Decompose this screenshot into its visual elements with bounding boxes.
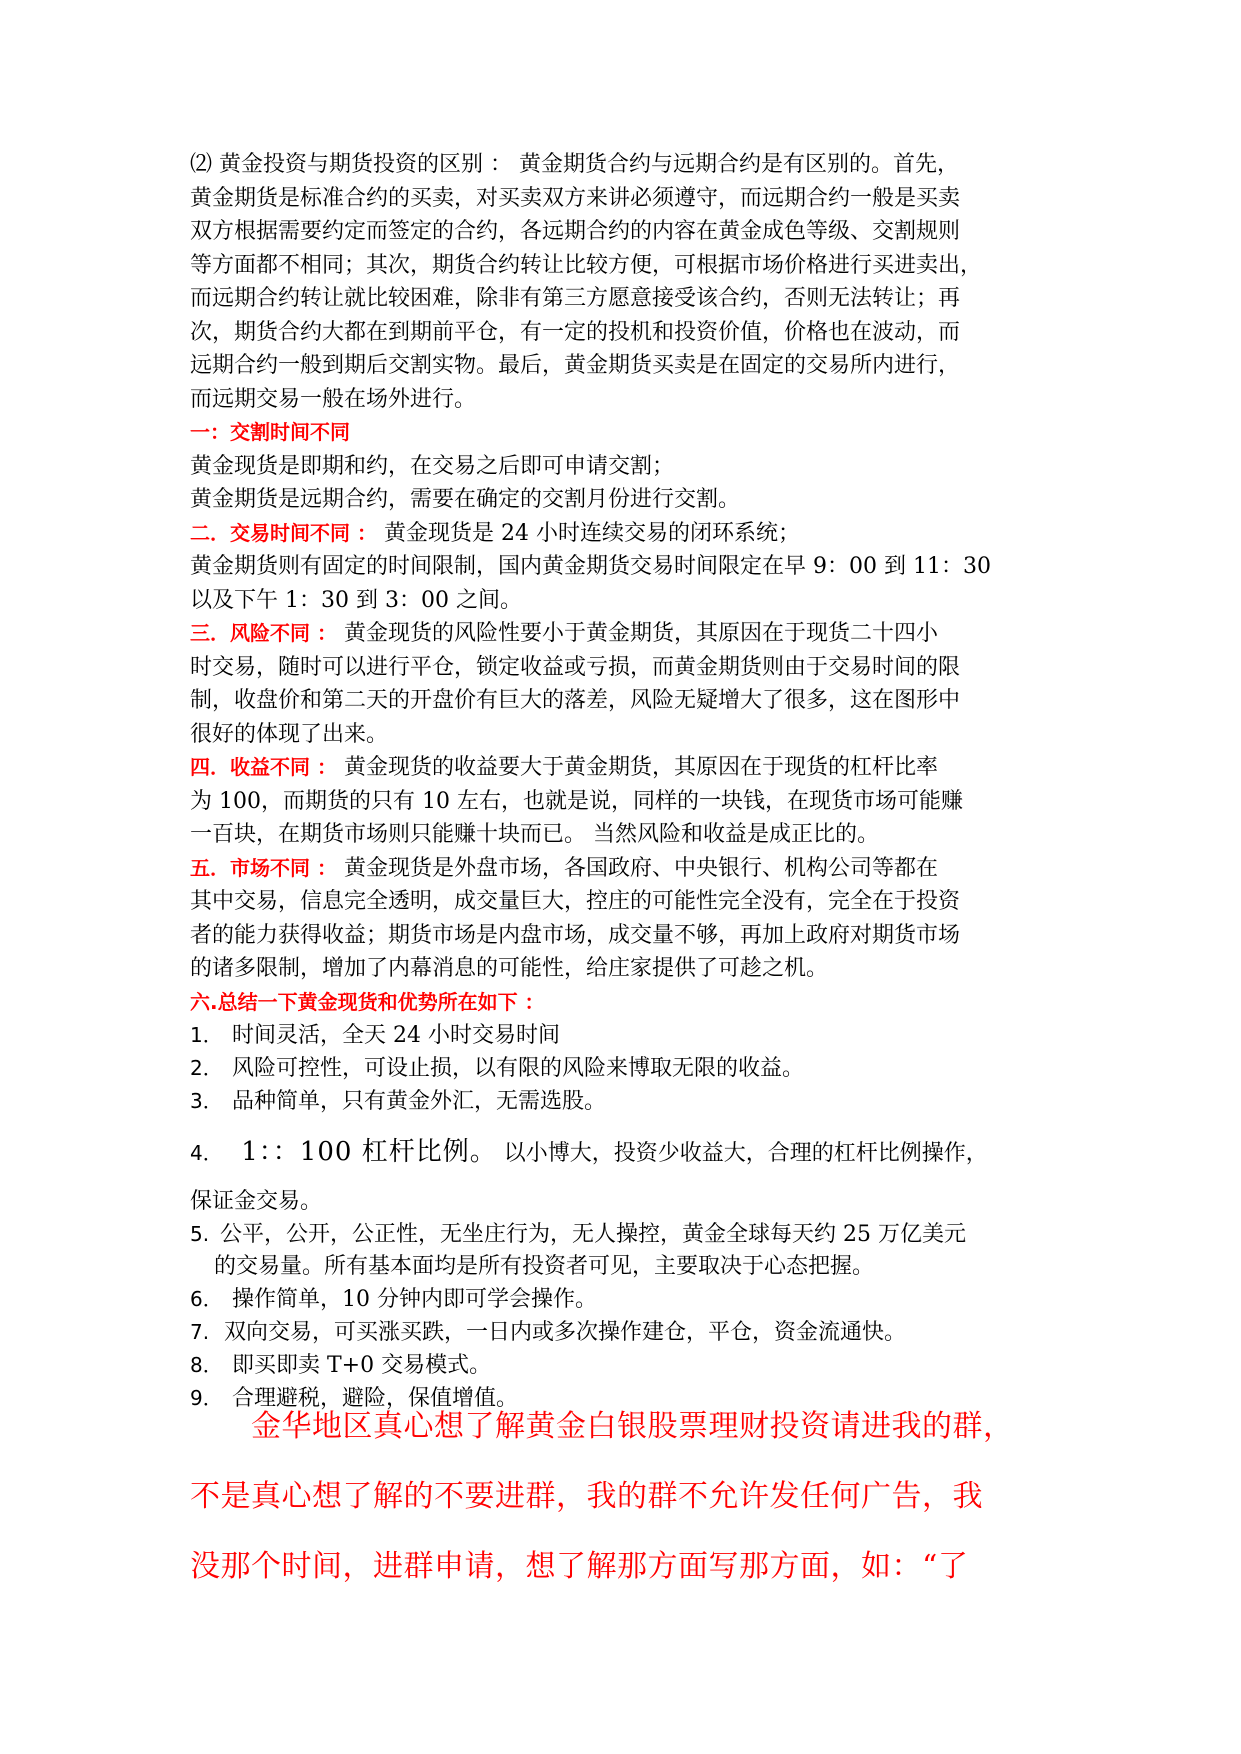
list-item	[190, 1283, 1070, 1316]
list-item-continuation: 保证金交易。	[190, 1189, 323, 1214]
section-line: 很好的体现了出来。	[190, 721, 389, 747]
section-line: 者的能力获得收益；期货市场是内盘市场，成交量不够，再加上政府对期货市场	[190, 922, 961, 948]
section-line: 黄金期货是远期合约，需要在确定的交割月份进行交割。	[190, 487, 741, 512]
section-heading: 四．收益不同 ：	[190, 755, 337, 779]
intro-line: 而远期合约转让就比较困难，除非有第三方愿意接受该合约，否则无法转让；再	[190, 286, 961, 311]
promo-line: 没那个时间，进群申请，想了解那方面写那方面，如：“了	[190, 1549, 969, 1584]
list-text: 以小博大，投资少收益大，合理的杠杆比例操作，	[496, 1141, 988, 1166]
list-number: 2．	[190, 1056, 223, 1080]
list-item	[190, 1052, 1070, 1085]
list-emphasis: 1：：100 杠杆比例。	[232, 1137, 497, 1167]
section-first-text: 黄金现货的收益要大于黄金期货，其原因在于现货的杠杆比率	[336, 755, 938, 780]
section-line: 为 100，而期货的只有 10 左右，也就是说，同样的一块钱，在现货市场可能赚	[190, 788, 963, 814]
list-number: 4．	[190, 1141, 223, 1165]
intro-line: 而远期交易一般在场外进行。	[190, 386, 477, 412]
list-item	[190, 1218, 1070, 1251]
list-number: 5.	[190, 1222, 210, 1246]
intro-line: ⑵ 黄金投资与期货投资的区别 ： 黄金期货合约与远期合约是有区别的。首先，	[190, 152, 959, 177]
intro-line: 远期合约一般到期后交割实物。最后，黄金期货买卖是在固定的交易所内进行，	[190, 353, 961, 378]
section-line: 一百块，在期货市场则只能赚十块而已。 当然风险和收益是成正比的。	[190, 822, 879, 847]
list-item	[190, 1132, 1070, 1174]
list-number: 9．	[190, 1386, 223, 1410]
promo-line: 金华地区真心想了解黄金白银股票理财投资请进我的群，	[190, 1409, 1014, 1444]
section-heading: 三．风险不同 ：	[190, 621, 337, 645]
section-line: 黄金期货则有固定的时间限制，国内黄金期货交易时间限定在早 9：00 到 11：30	[190, 554, 991, 579]
section-trading-time	[190, 517, 1070, 618]
list-number: 3．	[190, 1089, 223, 1113]
section-line: 时交易，随时可以进行平仓，锁定收益或亏损，而黄金期货则由于交易时间的限	[190, 654, 961, 680]
section-first-text: 黄金现货是外盘市场，各国政府、中央银行、机构公司等都在	[336, 855, 938, 881]
section-heading: 二．交易时间不同 ：	[190, 520, 377, 545]
list-number: 1．	[190, 1023, 223, 1047]
intro-line: 黄金期货是标准合约的买卖，对买卖双方来讲必须遵守，而远期合约一般是买卖	[190, 185, 961, 211]
section-line: 其中交易，信息完全透明，成交量巨大，控庄的可能性完全没有，完全在于投资	[190, 889, 961, 914]
list-text: 公平，公开，公正性，无坐庄行为，无人操控，黄金全球每天约 25 万亿美元	[220, 1222, 966, 1247]
section-line: 制，收盘价和第二天的开盘价有巨大的落差，风险无疑增大了很多，这在图形中	[190, 688, 961, 713]
section-heading: 一：交割时间不同	[190, 420, 350, 444]
list-text: 风险可控性，可设止损，以有限的风险来博取无限的收益。	[232, 1056, 805, 1081]
list-number: 8．	[190, 1353, 223, 1377]
document-body	[190, 148, 1070, 1415]
section-heading: 六.总结一下黄金现货和优势所在如下 ：	[190, 989, 545, 1014]
list-text: 品种简单，只有黄金外汇，无需选股。	[232, 1089, 607, 1114]
section-line: 黄金现货是即期和约，在交易之后即可申请交割；	[190, 453, 675, 479]
section-risk	[190, 617, 1070, 751]
section-delivery-time	[190, 416, 1070, 517]
intro-line: 双方根据需要约定而签定的合约，各远期合约的内容在黄金成色等级、交割规则	[190, 219, 961, 244]
intro-line: 次，期货合约大都在到期前平仓，有一定的投机和投资价值，价格也在波动，而	[190, 319, 961, 345]
section-returns	[190, 751, 1070, 852]
list-item-continuation: 的交易量。所有基本面均是所有投资者可见，主要取决于心态把握。	[214, 1254, 875, 1279]
list-text: 合理避税，避险，保值增值。	[232, 1386, 519, 1411]
section-summary	[190, 986, 1070, 1020]
intro-line: 等方面都不相同；其次，期货合约转让比较方便，可根据市场价格进行买进卖出，	[190, 252, 983, 278]
promo-paragraph	[190, 1395, 1070, 1599]
intro-paragraph	[190, 148, 1070, 416]
list-text: 时间灵活，全天 24 小时交易时间	[232, 1023, 560, 1048]
list-item	[190, 1085, 1070, 1118]
section-first-text: 黄金现货是 24 小时连续交易的闭环系统；	[376, 520, 800, 546]
list-text: 即买即卖 T+0 交易模式。	[232, 1353, 492, 1378]
list-item	[190, 1316, 1070, 1349]
list-item	[190, 1019, 1070, 1052]
list-number: 7.	[190, 1320, 210, 1344]
list-number: 6．	[190, 1287, 223, 1311]
advantages-list	[190, 1019, 1070, 1415]
section-line: 以及下午 1：30 到 3：00 之间。	[190, 587, 522, 613]
section-heading: 五．市场不同 ：	[190, 855, 337, 880]
list-text: 双向交易，可买涨买跌，一日内或多次操作建仓，平仓，资金流通快。	[224, 1320, 907, 1345]
list-item	[190, 1349, 1070, 1382]
list-text: 操作简单，10 分钟内即可学会操作。	[232, 1287, 597, 1312]
section-first-text: 黄金现货的风险性要小于黄金期货，其原因在于现货二十四小	[336, 621, 938, 646]
section-line: 的诸多限制，增加了内幕消息的可能性，给庄家提供了可趁之机。	[190, 956, 829, 981]
section-market	[190, 852, 1070, 986]
promo-line: 不是真心想了解的不要进群，我的群不允许发任何广告，我	[190, 1479, 983, 1514]
